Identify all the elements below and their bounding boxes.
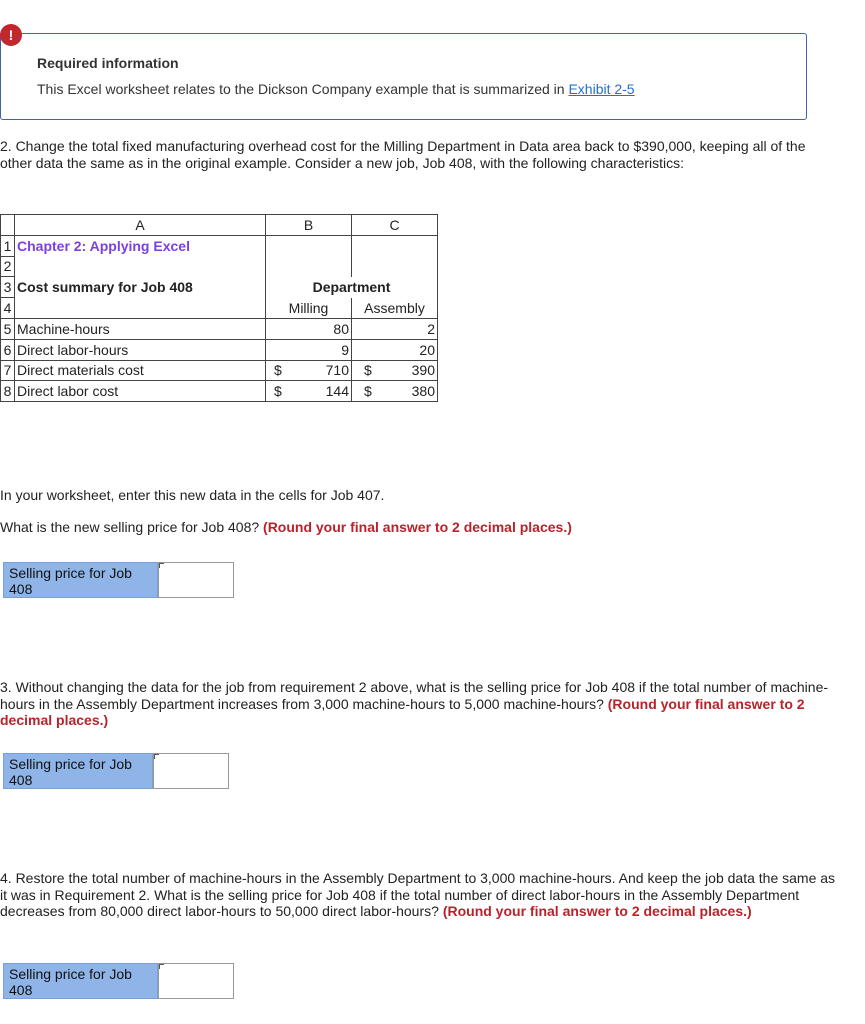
answer-3-label: Selling price for Job 408 [3,753,153,789]
question-3-body: 3. Without changing the data for the job from requirement 2 above, what is the selling price for Job 408 if the total number of machine-hours in the Assembly Department increases from 3,000 machine-hours to 5,000 machine-hours? [0,679,829,712]
question-2-question: What is the new selling price for Job 408? [0,519,264,535]
cell [352,256,438,277]
assembly-value: 380 [411,383,435,400]
corner-cell [1,215,15,236]
question-2-prompt [0,519,840,536]
row-number: 8 [1,381,15,402]
assembly-value: 2 [352,318,438,339]
row-label: Direct materials cost [15,360,266,381]
milling-value: 9 [266,339,352,360]
assembly-value: 20 [352,339,438,360]
milling-value-cell [266,360,352,381]
currency-symbol: $ [364,362,372,379]
row-number: 2 [1,256,15,277]
answer-2-input[interactable] [158,562,234,598]
col-header-c: C [352,215,438,236]
currency-symbol: $ [274,362,282,379]
milling-value: 710 [325,362,349,379]
row-number: 7 [1,360,15,381]
exhibit-link[interactable]: Exhibit 2-5 [568,81,635,97]
assembly-value-cell [352,381,438,402]
row-label: Direct labor cost [15,381,266,402]
cell [15,298,266,319]
row-number: 6 [1,339,15,360]
assembly-value-cell [352,360,438,381]
answer-3-input[interactable] [153,753,229,789]
question-3-text [0,679,840,729]
required-info-title: Required information [37,55,179,71]
enter-data-text: In your worksheet, enter this new data in the cells for Job 407. [0,487,385,503]
required-info-box [0,33,807,120]
cell [266,235,352,256]
milling-value: 80 [266,318,352,339]
milling-value: 144 [325,383,349,400]
cell [15,256,266,277]
cell [266,256,352,277]
milling-value-cell [266,381,352,402]
answer-4-label: Selling price for Job 408 [3,963,158,999]
currency-symbol: $ [274,383,282,400]
rounding-note: (Round your final answer to 2 decimal places.) [442,903,752,919]
question-4-body: 4. Restore the total number of machine-hours in the Assembly Department to 3,000 machine-hours. And keep the job data the same as it was in Requirement 2. What is the selling price for Job 408 if the total number of direct labor-hours in the Assembly Department decreases from 80,000 direct labor-hours to 50,000 direct labor-hours? [0,870,836,919]
rounding-note: (Round your final answer to 2 decimal places.) [0,695,805,728]
row-number: 5 [1,318,15,339]
currency-symbol: $ [364,383,372,400]
required-info-body: This Excel worksheet relates to the Dickson Company example that is summarized in [37,81,569,97]
row-number: 4 [1,298,15,319]
cell [352,235,438,256]
answer-2-label: Selling price for Job 408 [3,562,158,598]
answer-4-input[interactable] [158,963,234,999]
assembly-value: 390 [411,362,435,379]
question-4-text [0,870,840,920]
rounding-note: (Round your final answer to 2 decimal places.) [263,519,572,535]
col-header-b: B [266,215,352,236]
excel-worksheet [0,214,438,402]
row-number: 1 [1,235,15,256]
required-info-text [37,81,635,97]
assembly-header: Assembly [352,298,438,319]
cost-summary-label: Cost summary for Job 408 [15,277,266,298]
sheet-title: Chapter 2: Applying Excel [15,235,266,256]
row-label: Direct labor-hours [15,339,266,360]
row-label: Machine-hours [15,318,266,339]
row-number: 3 [1,277,15,298]
col-header-a: A [15,215,266,236]
department-header: Department [266,277,438,298]
question-2-text: 2. Change the total fixed manufacturing overhead cost for the Milling Department in Data area back to $390,000, keeping all of the other data the same as in the original example. Consider a new job, Job 408, with the following characteristics: [0,138,806,171]
milling-header: Milling [266,298,352,319]
alert-icon: ! [0,24,22,46]
